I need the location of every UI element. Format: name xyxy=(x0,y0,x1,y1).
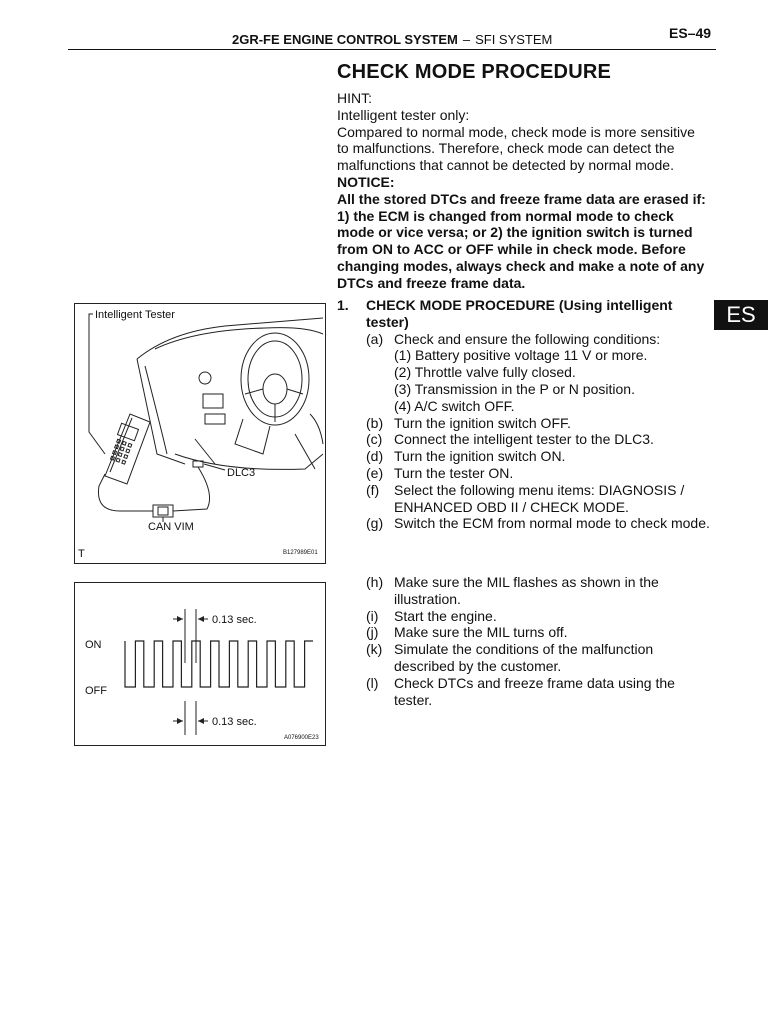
header-subtitle: SFI SYSTEM xyxy=(475,32,553,47)
step-row xyxy=(337,675,713,709)
step-text: (3) Transmission in the P or N position. xyxy=(394,380,635,397)
steps-list-2 xyxy=(337,574,713,708)
tester-connection-figure xyxy=(74,303,326,564)
step-row xyxy=(337,465,713,482)
step-label: (b) xyxy=(366,414,384,431)
tester-illustration xyxy=(75,304,325,563)
page-title: CHECK MODE PROCEDURE xyxy=(337,61,612,83)
page-header-title xyxy=(232,32,552,47)
step-row xyxy=(337,431,713,448)
hint-line: Intelligent tester only: xyxy=(337,106,470,123)
step-row xyxy=(337,331,713,348)
step-label: (l) xyxy=(366,674,379,691)
step-label: (d) xyxy=(366,448,384,465)
off-label: OFF xyxy=(85,685,107,697)
procedure-part-1 xyxy=(337,297,713,532)
header-separator: – xyxy=(462,32,471,47)
step-row xyxy=(337,415,713,432)
step-text: Turn the ignition switch ON. xyxy=(394,448,566,465)
step-text: Select the following menu items: DIAGNOSIS / ENHANCED OBD II / CHECK MODE. xyxy=(394,481,685,515)
step-text: Turn the tester ON. xyxy=(394,464,514,481)
can-vim-label: CAN VIM xyxy=(148,521,194,533)
step-text: Turn the ignition switch OFF. xyxy=(394,414,571,431)
section-tab: ES xyxy=(714,300,768,330)
page-number: ES–49 xyxy=(669,25,712,41)
step-label: (h) xyxy=(366,574,384,590)
step-label: (g) xyxy=(366,515,384,532)
step-text: (4) A/C switch OFF. xyxy=(394,397,515,414)
step-text: (2) Throttle valve fully closed. xyxy=(394,364,576,381)
header-divider xyxy=(68,49,716,50)
step-text: Start the engine. xyxy=(394,607,497,624)
notice-label: NOTICE: xyxy=(337,173,395,190)
dlc3-label: DLC3 xyxy=(227,467,256,479)
step-label: (e) xyxy=(366,464,384,481)
step-row xyxy=(337,347,713,364)
step-label: (c) xyxy=(366,431,383,448)
figure-code: A076900E23 xyxy=(284,735,319,741)
intro-block xyxy=(337,90,709,292)
step-label: (k) xyxy=(366,641,383,658)
step-row xyxy=(337,448,713,465)
step-text: Switch the ECM from normal mode to check mode. xyxy=(394,515,710,532)
on-label: ON xyxy=(85,639,102,651)
step-row xyxy=(337,608,713,625)
mil-waveform xyxy=(125,641,313,687)
mil-pulse-train xyxy=(125,641,313,687)
step-text: Make sure the MIL flashes as shown in the illustration. xyxy=(394,574,659,607)
procedure-part-2 xyxy=(337,574,713,708)
time-label-bottom: 0.13 sec. xyxy=(212,716,257,728)
step-label: (j) xyxy=(366,624,379,641)
corner-mark: T xyxy=(78,548,85,560)
step-row xyxy=(337,624,713,641)
procedure-number: 1. xyxy=(337,297,349,313)
step-row xyxy=(337,515,713,532)
step-row xyxy=(337,482,713,516)
step-text: Check DTCs and freeze frame data using the tester. xyxy=(394,674,675,708)
step-row xyxy=(337,398,713,415)
tester-label: Intelligent Tester xyxy=(95,309,175,321)
step-text: Connect the intelligent tester to the DLC3. xyxy=(394,431,654,448)
hint-label: HINT: xyxy=(337,90,372,106)
mil-flash-figure xyxy=(74,582,326,746)
figure-code: B127989E01 xyxy=(283,550,318,556)
step-row xyxy=(337,641,713,675)
mil-flash-waveform xyxy=(75,583,325,745)
step-row xyxy=(337,574,713,608)
steps-list-1 xyxy=(337,331,713,533)
notice-text: All the stored DTCs and freeze frame data are erased if: 1) the ECM is changed from normal mode to check mode or vice versa; or 2) the ignition switch is turned from ON to ACC or OFF while in check mode. Before changing modes, always check and make a note of any DTCs and freeze frame data. xyxy=(337,190,706,291)
step-row xyxy=(337,364,713,381)
step-label: (a) xyxy=(366,330,384,347)
step-label: (i) xyxy=(366,607,379,624)
hint-line: Compared to normal mode, check mode is more sensitive to malfunctions. Therefore, check mode can detect the malfunctions that cannot be detected by normal mode. xyxy=(337,123,695,174)
step-text: Check and ensure the following conditions: xyxy=(394,330,661,347)
step-text: Make sure the MIL turns off. xyxy=(394,624,568,641)
step-label: (f) xyxy=(366,481,380,498)
step-text: (1) Battery positive voltage 11 V or more. xyxy=(394,347,648,364)
step-text: Simulate the conditions of the malfunction described by the customer. xyxy=(394,641,654,674)
procedure-heading: CHECK MODE PROCEDURE (Using intelligent tester) xyxy=(366,297,673,330)
header-title: 2GR-FE ENGINE CONTROL SYSTEM xyxy=(232,32,458,47)
step-row xyxy=(337,381,713,398)
time-label-top: 0.13 sec. xyxy=(212,614,257,626)
procedure-heading-row xyxy=(337,297,713,331)
